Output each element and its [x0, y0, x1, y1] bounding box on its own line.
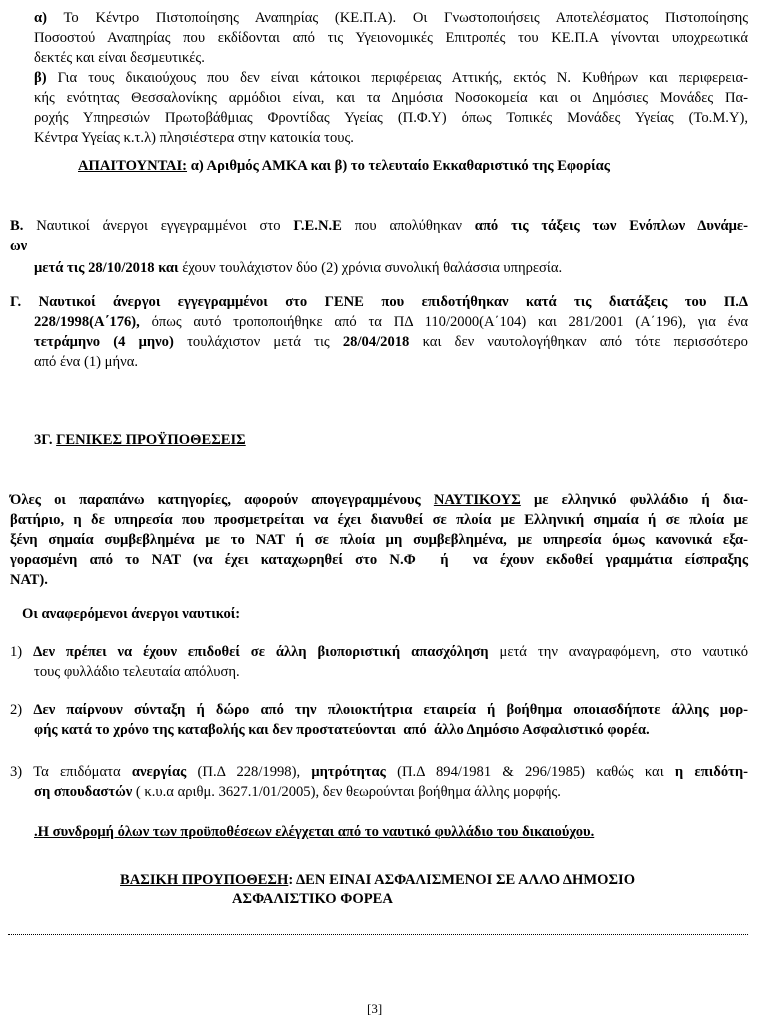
para-a-line2: Ποσοστού Αναπηρίας που εκδίδονται από τις Υγειονομικές Επιτροπές του ΚΕ.Π.Α γίνονται υποχρεωτικά [34, 30, 748, 46]
requirements-label: ΑΠΑΙΤΟΥΝΤΑΙ: [78, 158, 188, 174]
mentioned-heading: Οι αναφερόμενοι άνεργοι ναυτικοί: [22, 606, 241, 622]
item1-line1: 1) Δεν πρέπει να έχουν επιδοθεί σε άλλη βιοποριστική απασχόληση μετά την αναγραφόμενη, στο ναυτικό [10, 644, 749, 660]
dotted-separator [8, 934, 748, 935]
requirements-line [78, 156, 610, 176]
item1-line2: τους φυλλάδιο τελευταία απόλυση. [34, 664, 240, 680]
item2-line1: 2) Δεν παίρνουν σύνταξη ή δώρο από την πλοιοκτήτρια εταιρεία ή βοήθημα οποιασδήποτε άλλης μορ- [10, 702, 748, 718]
basic-requirement-line2: ΑΣΦΑΛΙΣΤΙΚΟ ΦΟΡΕΑ [232, 891, 393, 907]
basic-requirement-label: ΒΑΣΙΚΗ ΠΡΟΥΠΟΘΕΣΗ [120, 872, 289, 888]
general-line4: γορασμένη από το ΝΑΤ (να έχει καταχωρηθεί στο Ν.Φ ή να έχουν εκδοθεί γραμμάτια είσπραξης [10, 552, 748, 568]
page-number: [3] [367, 1001, 383, 1016]
category-b-line2: ων [10, 238, 28, 254]
para-b-line3: ροχής Υπηρεσιών Πρωτοβάθμιας Φροντίδας Υγείας (Π.Φ.Υ) όπως Τοπικές Μονάδες Υγείας (Το.Μ.Υ), [34, 110, 748, 126]
general-line2: βατήριο, η δε υπηρεσία που προσμετρείται να έχει διανυθεί σε πλοία με Ελληνική σημαία ή σε πλοία με [10, 512, 748, 528]
category-g-line4: από ένα (1) μήνα. [34, 354, 138, 370]
requirements-text: α) Αριθμός ΑΜΚΑ και β) το τελευταίο Εκκαθαριστικό της Εφορίας [190, 158, 610, 174]
basic-requirement-line1: ΒΑΣΙΚΗ ΠΡΟΥΠΟΘΕΣΗ: ΔΕΝ ΕΙΝΑΙ ΑΣΦΑΛΙΣΜΕΝΟΙ ΣΕ ΑΛΛΟ ΔΗΜΟΣΙΟ [120, 872, 636, 888]
category-g-label: Γ. [10, 294, 22, 310]
section-number: 3Γ. [34, 432, 53, 448]
check-note: .Η συνδρομή όλων των προϋποθέσεων ελέγχεται από το ναυτικό φυλλάδιο του δικαιούχου. [34, 824, 595, 840]
para-a-line1 [34, 8, 748, 28]
para-b-line4: Κέντρα Υγείας κ.τ.λ) πλησιέστερα στην κατοικία τους. [34, 130, 354, 146]
general-naftikous: ΝΑΥΤΙΚΟΥΣ [433, 492, 521, 508]
category-b-bold-head: από τις τάξεις των Ενόπλων Δυνάμε- [474, 218, 748, 234]
general-line1: Όλες οι παραπάνω κατηγορίες, αφορούν απογεγραμμένους ΝΑΥΤΙΚΟΥΣ με ελληνικό φυλλάδιο ή δια- [10, 492, 748, 508]
general-line5: ΝΑΤ). [10, 572, 48, 588]
para-a-text-start: Το Κέντρο Πιστοποίησης Αναπηρίας (ΚΕ.Π.Α). Οι Γνωστοποιήσεις Αποτελέσματος Πιστοποίησης [63, 10, 748, 26]
item3-line2: ση σπουδαστών ( κ.υ.α αριθμ. 3627.1/01/2005), δεν θεωρούνται βοήθημα άλλης μορφής. [34, 784, 561, 800]
category-g-text-tail: και δεν ναυτολογήθηκαν από τότε περισσότερο [422, 334, 748, 350]
para-b-line2: κής ενότητας Θεσσαλονίκης αρμόδιοι είναι, και τα Δημόσια Νοσοκομεία και οι Δημόσιες Μονάδες Πα- [34, 90, 748, 106]
category-b-label: Β. [10, 218, 24, 234]
para-b-line1: β) Για τους δικαιούχους που δεν είναι κάτοικοι περιφέρειας Αττικής, εκτός Ν. Κυθήρων και περιφερεια- [34, 70, 748, 86]
category-b-line1: Β. Ναυτικοί άνεργοι εγγεγραμμένοι στο Γ.Ε.Ν.Ε που απολύθηκαν από τις τάξεις των Ενόπλων Δυνάμε- [10, 218, 748, 234]
category-g-line1: Γ. Ναυτικοί άνεργοι εγγεγραμμένοι στο ΓΕΝΕ που επιδοτήθηκαν κατά τις διατάξεις του Π.Δ [10, 294, 748, 310]
section-heading [34, 430, 246, 450]
para-b-label: β) [34, 70, 47, 86]
category-g-line3: τετράμηνο (4 μηνο) τουλάχιστον μετά τις 28/04/2018 και δεν ναυτολογήθηκαν από τότε περισσότερο [34, 334, 748, 350]
section-title: ΓΕΝΙΚΕΣ ΠΡΟΫΠΟΘΕΣΕΙΣ [56, 432, 246, 448]
para-a-label: α) [34, 10, 48, 26]
para-a-line3: δεκτές και είναι δεσμευτικές. [34, 50, 205, 66]
item2-line2: φής κατά το χρόνο της καταβολής και δεν προστατεύονται από άλλο Δημόσιο Ασφαλιστικό φορέα. [34, 722, 650, 738]
item3-line1: 3) Τα επιδόματα ανεργίας (Π.Δ 228/1998), μητρότητας (Π.Δ 894/1981 & 296/1985) καθώς και η επιδότη- [10, 764, 748, 780]
general-line3: ξένη σημαία συμβεβλημένα με το ΝΑΤ ή σε πλοία μη συμβεβλημένα, με υπηρεσία όμως κανονικά εξα- [10, 532, 748, 548]
category-g-line2: 228/1998(Α΄176), όπως αυτό τροποποιήθηκε από τα ΠΔ 110/2000(Α΄104) και 281/2001 (Α΄196), για ένα [34, 314, 748, 330]
category-b-line3: μετά τις 28/10/2018 και έχουν τουλάχιστον δύο (2) χρόνια συνολική θαλάσσια υπηρεσία. [34, 260, 563, 276]
